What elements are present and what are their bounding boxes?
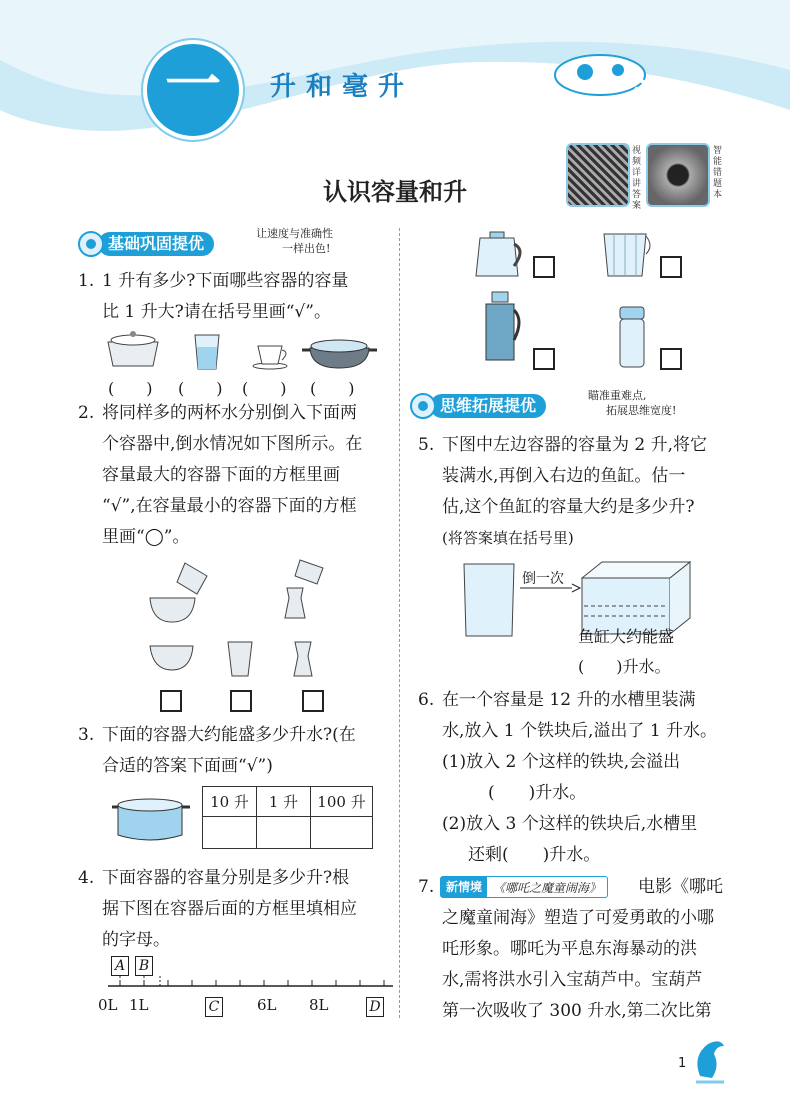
chapter-title: 升和毫升 <box>270 72 415 102</box>
answer-paren-2[interactable]: ( ) <box>178 379 223 398</box>
letter-box-d: D <box>366 997 384 1017</box>
container-pot-icon <box>103 330 163 370</box>
answer-box-cup[interactable] <box>230 690 252 712</box>
pouring-containers-illustration <box>145 558 345 688</box>
axis-label-6l: 6L <box>257 996 277 1014</box>
option-1l: 1 升 <box>257 787 311 817</box>
question-2: 2. 将同样多的两杯水分别倒入下面两 个容器中,倒水情况如下图所示。在 容量最大的容器下面的方框里画 “√”,在容量最小的容器下面的方框 里画“◯”。 <box>78 403 363 547</box>
robot-illustration <box>540 40 690 130</box>
answer-paren-3[interactable]: ( ) <box>242 379 287 398</box>
answer-box-bucket[interactable] <box>660 256 682 278</box>
option-100l: 100 升 <box>311 787 373 817</box>
question-4: 4. 下面容器的容量分别是多少升?根 据下图在容器后面的方框里填相应 的字母。 <box>78 868 357 950</box>
wok-pot-icon <box>302 332 377 372</box>
kettle-icon <box>472 226 528 280</box>
question-6: 6. 在一个容量是 12 升的水槽里装满 水,放入 1 个铁块后,溢出了 1 升水。 (1)放入 2 个这样的铁块,会溢出 ( )升水。 (2)放入 3 个这样的铁块后,水槽里 还剩( )升水。 <box>418 690 718 865</box>
arrow-label: 倒一次 <box>522 571 564 587</box>
axis-label-1l: 1L <box>129 996 149 1014</box>
qr-code-wrongbook[interactable] <box>646 143 710 207</box>
target-icon <box>78 231 104 257</box>
section-label: 基础巩固提优 <box>98 232 214 256</box>
question-7-first-line: 电影《哪吒 <box>638 877 723 897</box>
cooking-pot-icon <box>112 795 190 845</box>
qr-code-video[interactable] <box>566 143 630 207</box>
answer-cell-100l[interactable] <box>311 817 373 849</box>
flask-bottle-icon <box>612 305 652 369</box>
section-badge-basic <box>78 231 214 257</box>
axis-label-8l: 8L <box>309 996 329 1014</box>
qr-label-wrongbook: 智能错题本 <box>713 146 723 200</box>
question-3: 3. 下面的容器大约能盛多少升水?(在 合适的答案下面画“√”) <box>78 725 356 776</box>
section-note: 瞄准重难点, 拓展思维宽度! <box>588 389 677 417</box>
answer-box-bowl[interactable] <box>160 690 182 712</box>
page-number: 1 <box>678 1056 687 1071</box>
dolphin-icon <box>690 1036 730 1086</box>
capacity-number-line <box>108 976 398 1006</box>
letter-box-b: B <box>135 956 153 976</box>
section-label: 思维拓展提优 <box>430 394 546 418</box>
answer-paren-1[interactable]: ( ) <box>108 379 153 398</box>
thermos-icon <box>478 290 528 366</box>
answer-box-thermos[interactable] <box>533 348 555 370</box>
water-glass-icon <box>192 333 222 373</box>
answer-box-kettle[interactable] <box>533 256 555 278</box>
teacup-icon <box>252 340 292 370</box>
chapter-number-badge: 一 <box>143 40 243 140</box>
tank-caption: 鱼缸大约能盛 <box>578 627 675 646</box>
option-10l: 10 升 <box>203 787 257 817</box>
answer-cell-1l[interactable] <box>257 817 311 849</box>
letter-box-a: A <box>111 956 129 976</box>
answer-paren-4[interactable]: ( ) <box>310 379 355 398</box>
axis-label-0l: 0L <box>98 996 118 1014</box>
answer-box-vase[interactable] <box>302 690 324 712</box>
question-7-number: 7. <box>418 877 435 897</box>
question-5: 5. 下图中左边容器的容量为 2 升,将它 装满水,再倒入右边的鱼缸。估一 估,这个鱼缸的容量大约是多少升? (将答案填在括号里) <box>418 435 708 547</box>
letter-box-c: C <box>205 997 223 1017</box>
tank-answer[interactable]: ( )升水。 <box>578 657 671 676</box>
answer-cell-10l[interactable] <box>203 817 257 849</box>
lesson-title: 认识容量和升 <box>323 178 467 206</box>
column-divider <box>399 228 400 1018</box>
bucket-icon <box>600 226 656 280</box>
section-note: 让速度与准确性 一样出色! <box>256 227 333 255</box>
answer-box-flask[interactable] <box>660 348 682 370</box>
capacity-choice-table <box>202 786 373 849</box>
question-1: 1. 1 升有多少?下面哪些容器的容量 比 1 升大?请在括号里画“√”。 <box>78 271 349 322</box>
question-7: 之魔童闹海》塑造了可爱勇敢的小哪 吒形象。哪吒为平息东海暴动的洪 水,需将洪水引入宝葫芦中。宝葫芦 第一次吸收了 300 升水,第二次比第 <box>442 908 714 1021</box>
new-context-tag: 新情境 《哪吒之魔童闹海》 <box>440 876 608 898</box>
section-badge-advanced <box>410 393 546 419</box>
target-icon <box>410 393 436 419</box>
qr-label-video: 视频详讲答案 <box>632 146 642 211</box>
